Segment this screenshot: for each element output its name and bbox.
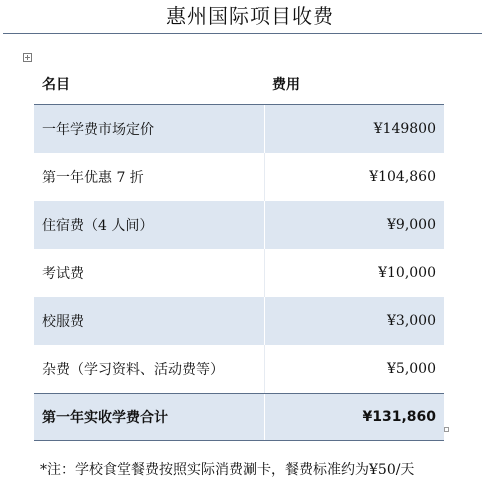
title-rule	[3, 33, 482, 34]
header-amount: 费用	[272, 76, 300, 93]
table-row	[34, 201, 444, 249]
table-resize-handle-icon[interactable]	[444, 427, 449, 432]
column-divider	[264, 201, 265, 249]
header-name: 名目	[42, 76, 70, 93]
row-amount: ¥5,000	[387, 361, 436, 377]
table-row	[34, 297, 444, 345]
row-name: 杂费（学习资料、活动费等）	[42, 362, 224, 378]
table-total-row	[34, 393, 444, 441]
table-header-row	[34, 63, 444, 105]
page-title: 惠州国际项目收费	[166, 4, 334, 28]
row-name: 一年学费市场定价	[42, 122, 154, 138]
row-amount: ¥9,000	[387, 217, 436, 233]
fee-table	[34, 63, 444, 441]
row-name: 住宿费（4 人间）	[42, 218, 154, 234]
row-amount: ¥149800	[373, 121, 436, 137]
row-amount: ¥10,000	[378, 265, 436, 281]
total-amount: ¥131,860	[362, 409, 436, 425]
row-amount: ¥3,000	[387, 313, 436, 329]
table-row	[34, 249, 444, 297]
footnote: *注：学校食堂餐费按照实际消费涮卡，餐费标准约为¥50/天	[40, 462, 415, 478]
column-divider	[264, 297, 265, 345]
row-name: 考试费	[42, 266, 84, 282]
column-divider	[264, 394, 265, 440]
table-row	[34, 153, 444, 201]
total-name: 第一年实收学费合计	[42, 410, 168, 426]
row-name: 第一年优惠 7 折	[42, 170, 144, 186]
table-row	[34, 345, 444, 393]
column-divider	[264, 345, 265, 393]
table-row	[34, 105, 444, 153]
column-divider	[264, 249, 265, 297]
row-name: 校服费	[42, 314, 84, 330]
column-divider	[264, 153, 265, 201]
table-move-handle-icon[interactable]	[23, 53, 32, 62]
column-divider	[264, 105, 265, 153]
row-amount: ¥104,860	[369, 169, 436, 185]
